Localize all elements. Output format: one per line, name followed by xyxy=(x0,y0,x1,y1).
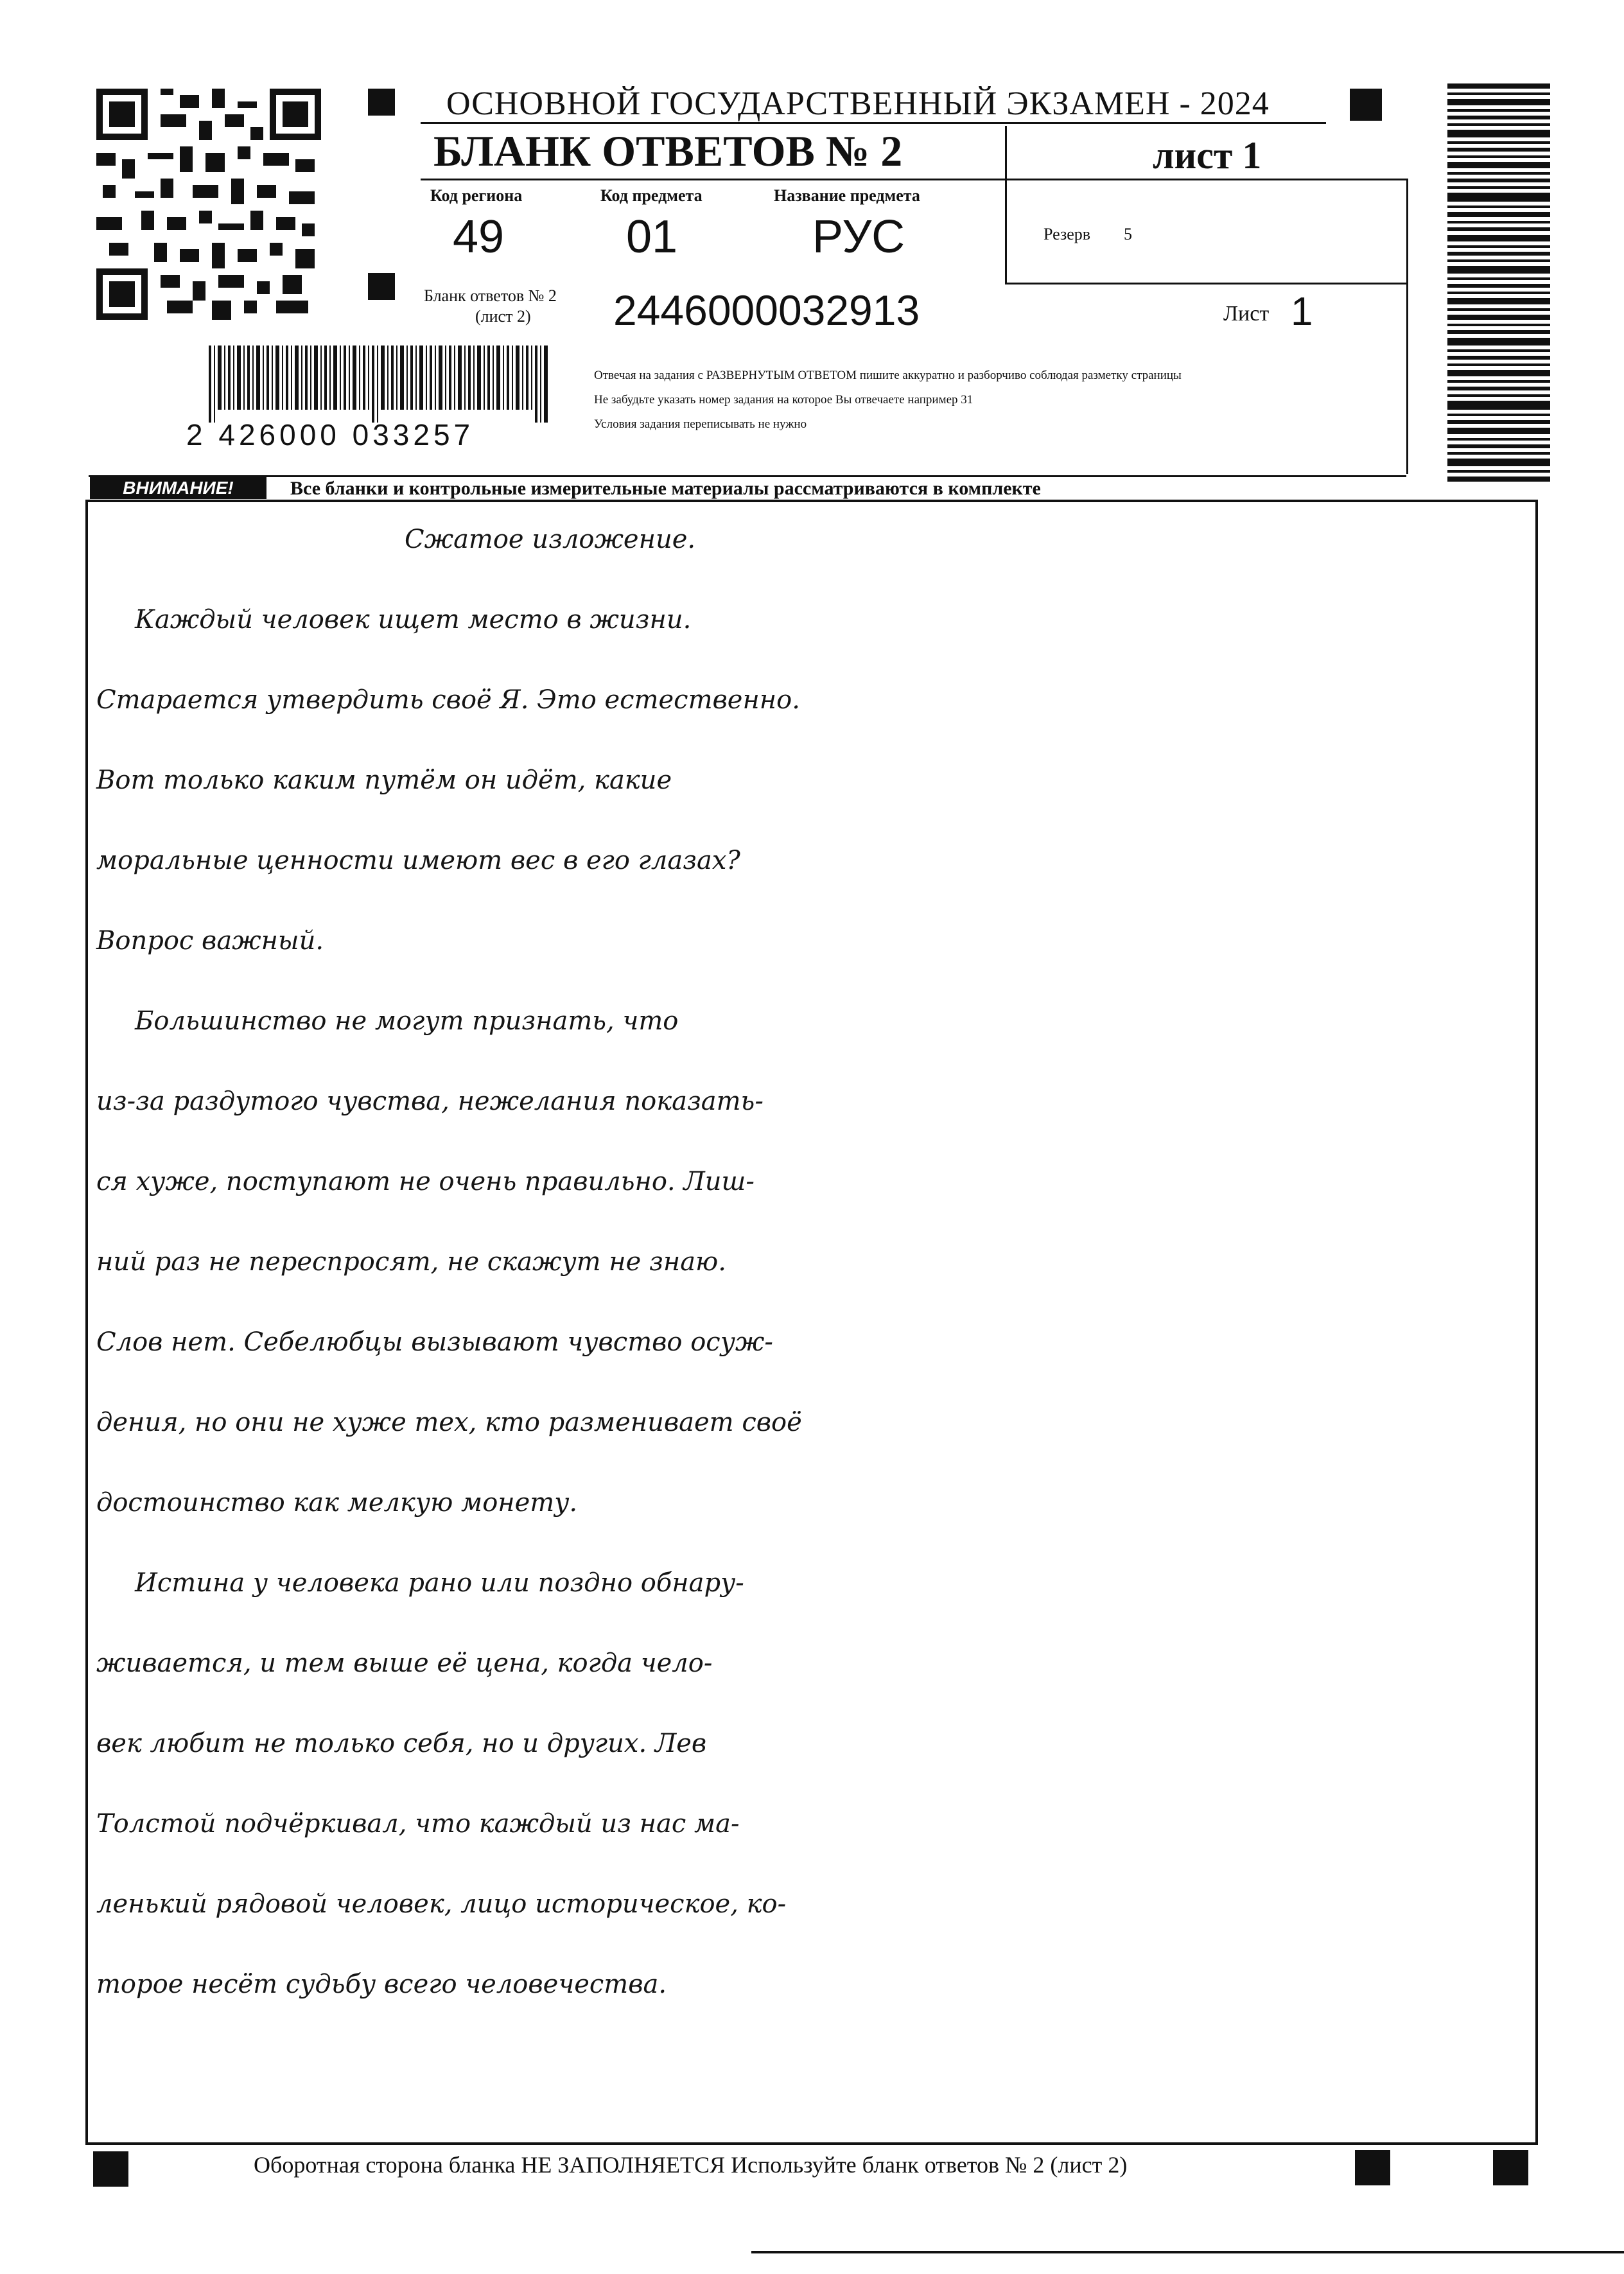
form2-sheet-label: (лист 2) xyxy=(475,307,531,326)
header-right-border xyxy=(1406,179,1408,474)
reserve-value: 5 xyxy=(1124,225,1132,243)
answer-line: век любит не только себя, но и других. Лев xyxy=(96,1729,707,1758)
exam-title-underline xyxy=(421,122,1326,124)
bottom-rule xyxy=(751,2251,1624,2253)
form-title: БЛАНК ОТВЕТОВ № 2 xyxy=(433,127,903,175)
sheet-number: 1 xyxy=(1291,290,1313,334)
answer-heading: Сжатое изложение. xyxy=(405,525,696,554)
answer-line: дения, но они не хуже тех, кто разменивает своё xyxy=(96,1408,802,1437)
region-label: Код региона xyxy=(430,186,523,205)
registration-mark-top-left xyxy=(368,89,395,116)
answer-line: Вопрос важный. xyxy=(96,926,324,956)
header-vertical-divider xyxy=(1005,126,1007,283)
subject-code-value: 01 xyxy=(626,211,678,263)
registration-mark-bottom-mid xyxy=(1355,2150,1390,2185)
answer-line: из-за раздутого чувства, нежелания показать- xyxy=(96,1087,764,1116)
attention-tag: ВНИМАНИЕ! xyxy=(90,477,266,499)
reserve-label: Резерв xyxy=(1043,225,1091,243)
answer-line: Вот только каким путём он идёт, какие xyxy=(96,765,672,795)
answer-line: моральные ценности имеют вес в его глазах? xyxy=(96,846,740,875)
header-divider xyxy=(421,179,1406,180)
instruction-1: Отвечая на задания с РАЗВЕРНУТЫМ ОТВЕТОМ пишите аккуратно и разборчиво соблюдая разметку страницы xyxy=(594,369,1182,382)
instruction-3: Условия задания переписывать не нужно xyxy=(594,417,807,431)
answer-line: Большинство не могут признать, что xyxy=(135,1006,679,1036)
attention-rule xyxy=(89,475,1406,477)
answer-line: Каждый человек ищет место в жизни. xyxy=(135,605,692,634)
registration-mark-bottom-right xyxy=(1493,2150,1528,2185)
registration-mark-bottom-left xyxy=(93,2151,128,2187)
instruction-2: Не забудьте указать номер задания на которое Вы отвечаете например 31 xyxy=(594,393,974,407)
footer-note: Оборотная сторона бланка НЕ ЗАПОЛНЯЕТСЯ Используйте бланк ответов № 2 (лист 2) xyxy=(254,2152,1128,2178)
barcode-number: 2 426000 033257 xyxy=(186,418,475,451)
answer-line: Истина у человека рано или поздно обнару- xyxy=(135,1568,744,1598)
answer-line: ся хуже, поступают не очень правильно. Лиш- xyxy=(96,1167,755,1196)
exam-title: ОСНОВНОЙ ГОСУДАРСТВЕННЫЙ ЭКЗАМЕН - 2024 xyxy=(446,85,1270,122)
answer-line: ленький рядовой человек, лицо историческое, ко- xyxy=(96,1889,787,1919)
attention-text: Все бланки и контрольные измерительные материалы рассматриваются в комплекте xyxy=(290,478,1041,499)
sheet-label: Лист xyxy=(1223,302,1270,326)
form-barcode xyxy=(209,345,549,423)
side-barcode xyxy=(1447,83,1550,482)
subject-name-label: Название предмета xyxy=(774,186,920,205)
region-value: 49 xyxy=(453,211,505,263)
subject-name-value: РУС xyxy=(812,211,905,263)
sheet-title: лист 1 xyxy=(1153,134,1262,177)
answer-line: ний раз не переспросят, не скажут не знаю. xyxy=(96,1247,726,1277)
answer-line: Слов нет. Себелюбцы вызывают чувство осуж- xyxy=(96,1327,773,1357)
form-number: 2446000032913 xyxy=(613,286,920,334)
header-box-bottom xyxy=(1005,283,1406,284)
form2-label: Бланк ответов № 2 xyxy=(424,286,557,305)
subject-code-label: Код предмета xyxy=(600,186,703,205)
registration-mark-top-right xyxy=(1350,89,1382,121)
registration-mark-mid-left xyxy=(368,273,395,300)
answer-line: достоинство как мелкую монету. xyxy=(96,1488,578,1517)
answer-line: торое несёт судьбу всего человечества. xyxy=(96,1970,667,1999)
answer-line: Толстой подчёркивал, что каждый из нас ма- xyxy=(96,1809,740,1839)
answer-line: Старается утвердить своё Я. Это естественно. xyxy=(96,685,800,715)
answer-line: живается, и тем выше её цена, когда чело- xyxy=(96,1649,713,1678)
qr-code xyxy=(96,89,321,320)
